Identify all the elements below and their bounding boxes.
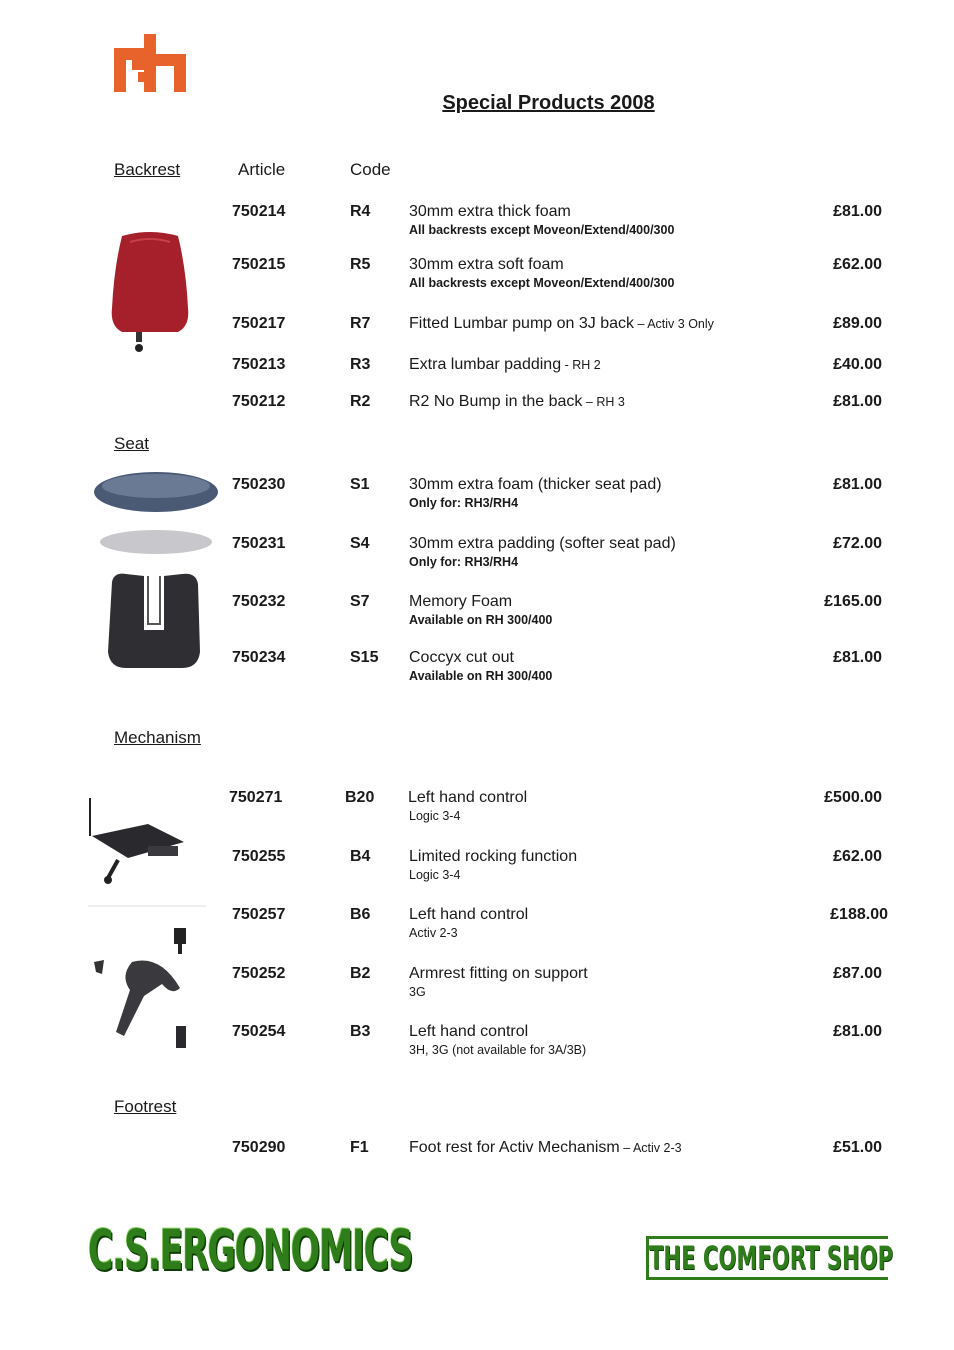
product-code: R3 <box>350 356 371 373</box>
product-description: Left hand control <box>408 789 528 806</box>
product-price: £89.00 <box>833 315 882 332</box>
product-code: R7 <box>350 315 371 332</box>
product-note: Only for: RH3/RH4 <box>409 496 519 510</box>
product-price: £72.00 <box>833 535 882 552</box>
product-description: 30mm extra soft foam <box>409 256 564 273</box>
article-number: 750252 <box>232 965 286 982</box>
seat-pad-image <box>92 466 222 558</box>
article-number: 750257 <box>232 906 286 923</box>
article-number: 750214 <box>232 203 286 220</box>
armrest-support-image <box>88 924 206 1054</box>
section-title-footrest: Footrest <box>114 1097 177 1116</box>
product-note: 3G <box>409 985 426 999</box>
article-number: 750230 <box>232 476 286 493</box>
comfort-shop-logo: THE COMFORT SHOP <box>646 1236 888 1280</box>
product-price: £81.00 <box>833 476 882 493</box>
product-code: F1 <box>350 1139 369 1156</box>
article-number: 750215 <box>232 256 286 273</box>
product-description: Left hand control <box>409 1023 529 1040</box>
product-description: Extra lumbar padding - RH 2 <box>409 356 601 373</box>
section-title-mechanism: Mechanism <box>114 728 201 747</box>
rh-logo <box>112 32 190 94</box>
product-description: 30mm extra thick foam <box>409 203 571 220</box>
product-note: Logic 3-4 <box>409 809 461 823</box>
section-title-backrest: Backrest <box>114 160 181 179</box>
product-price: £51.00 <box>833 1139 882 1156</box>
article-number: 750290 <box>232 1139 286 1156</box>
product-description: 30mm extra padding (softer seat pad) <box>409 535 676 552</box>
product-description: Fitted Lumbar pump on 3J back – Activ 3 Only <box>409 315 714 332</box>
product-note: Only for: RH3/RH4 <box>409 555 519 569</box>
product-price: £81.00 <box>833 393 882 410</box>
product-code: B2 <box>350 965 371 982</box>
product-description: Left hand control <box>409 906 529 923</box>
product-description: Foot rest for Activ Mechanism – Activ 2-3 <box>409 1139 682 1156</box>
product-code: S7 <box>350 593 370 610</box>
product-code: S1 <box>350 476 370 493</box>
product-note: All backrests except Moveon/Extend/400/300 <box>409 223 675 237</box>
product-note: All backrests except Moveon/Extend/400/300 <box>409 276 675 290</box>
product-note: Available on RH 300/400 <box>409 669 553 683</box>
product-code: B4 <box>350 848 371 865</box>
product-note: Logic 3-4 <box>409 868 461 882</box>
product-price: £40.00 <box>833 356 882 373</box>
article-number: 750255 <box>232 848 286 865</box>
page-title: Special Products 2008 <box>442 92 655 114</box>
product-code: R2 <box>350 393 371 410</box>
product-price: £188.00 <box>830 906 888 923</box>
product-note: Available on RH 300/400 <box>409 613 553 627</box>
article-number: 750212 <box>232 393 286 410</box>
product-description: Limited rocking function <box>409 848 578 865</box>
product-description: Memory Foam <box>409 593 513 610</box>
article-number: 750271 <box>229 789 283 806</box>
mechanism-image <box>88 796 206 908</box>
product-code: B6 <box>350 906 371 923</box>
product-code: R5 <box>350 256 371 273</box>
memory-foam-image <box>106 572 202 670</box>
article-number: 750213 <box>232 356 286 373</box>
product-price: £81.00 <box>833 1023 882 1040</box>
product-price: £81.00 <box>833 649 882 666</box>
article-number: 750231 <box>232 535 286 552</box>
product-price: £500.00 <box>824 789 882 806</box>
article-number: 750232 <box>232 593 286 610</box>
column-header-article: Article <box>238 160 286 179</box>
backrest-image <box>108 228 192 356</box>
product-note: 3H, 3G (not available for 3A/3B) <box>409 1043 587 1057</box>
product-code: S4 <box>350 535 370 552</box>
column-header-code: Code <box>350 160 391 179</box>
product-price: £62.00 <box>833 848 882 865</box>
product-price: £81.00 <box>833 203 882 220</box>
product-code: R4 <box>350 203 371 220</box>
article-number: 750217 <box>232 315 286 332</box>
product-code: B20 <box>345 789 375 806</box>
article-number: 750234 <box>232 649 286 666</box>
product-description: Armrest fitting on support <box>409 965 588 982</box>
product-price: £165.00 <box>824 593 882 610</box>
product-description: R2 No Bump in the back – RH 3 <box>409 393 625 410</box>
product-description: Coccyx cut out <box>409 649 514 666</box>
product-price: £87.00 <box>833 965 882 982</box>
product-description: 30mm extra foam (thicker seat pad) <box>409 476 662 493</box>
cs-ergonomics-logo: C.S.ERGONOMICS <box>88 1218 413 1282</box>
product-note: Activ 2-3 <box>409 926 458 940</box>
product-price: £62.00 <box>833 256 882 273</box>
article-number: 750254 <box>232 1023 286 1040</box>
product-code: S15 <box>350 649 379 666</box>
product-code: B3 <box>350 1023 371 1040</box>
section-title-seat: Seat <box>114 434 149 453</box>
